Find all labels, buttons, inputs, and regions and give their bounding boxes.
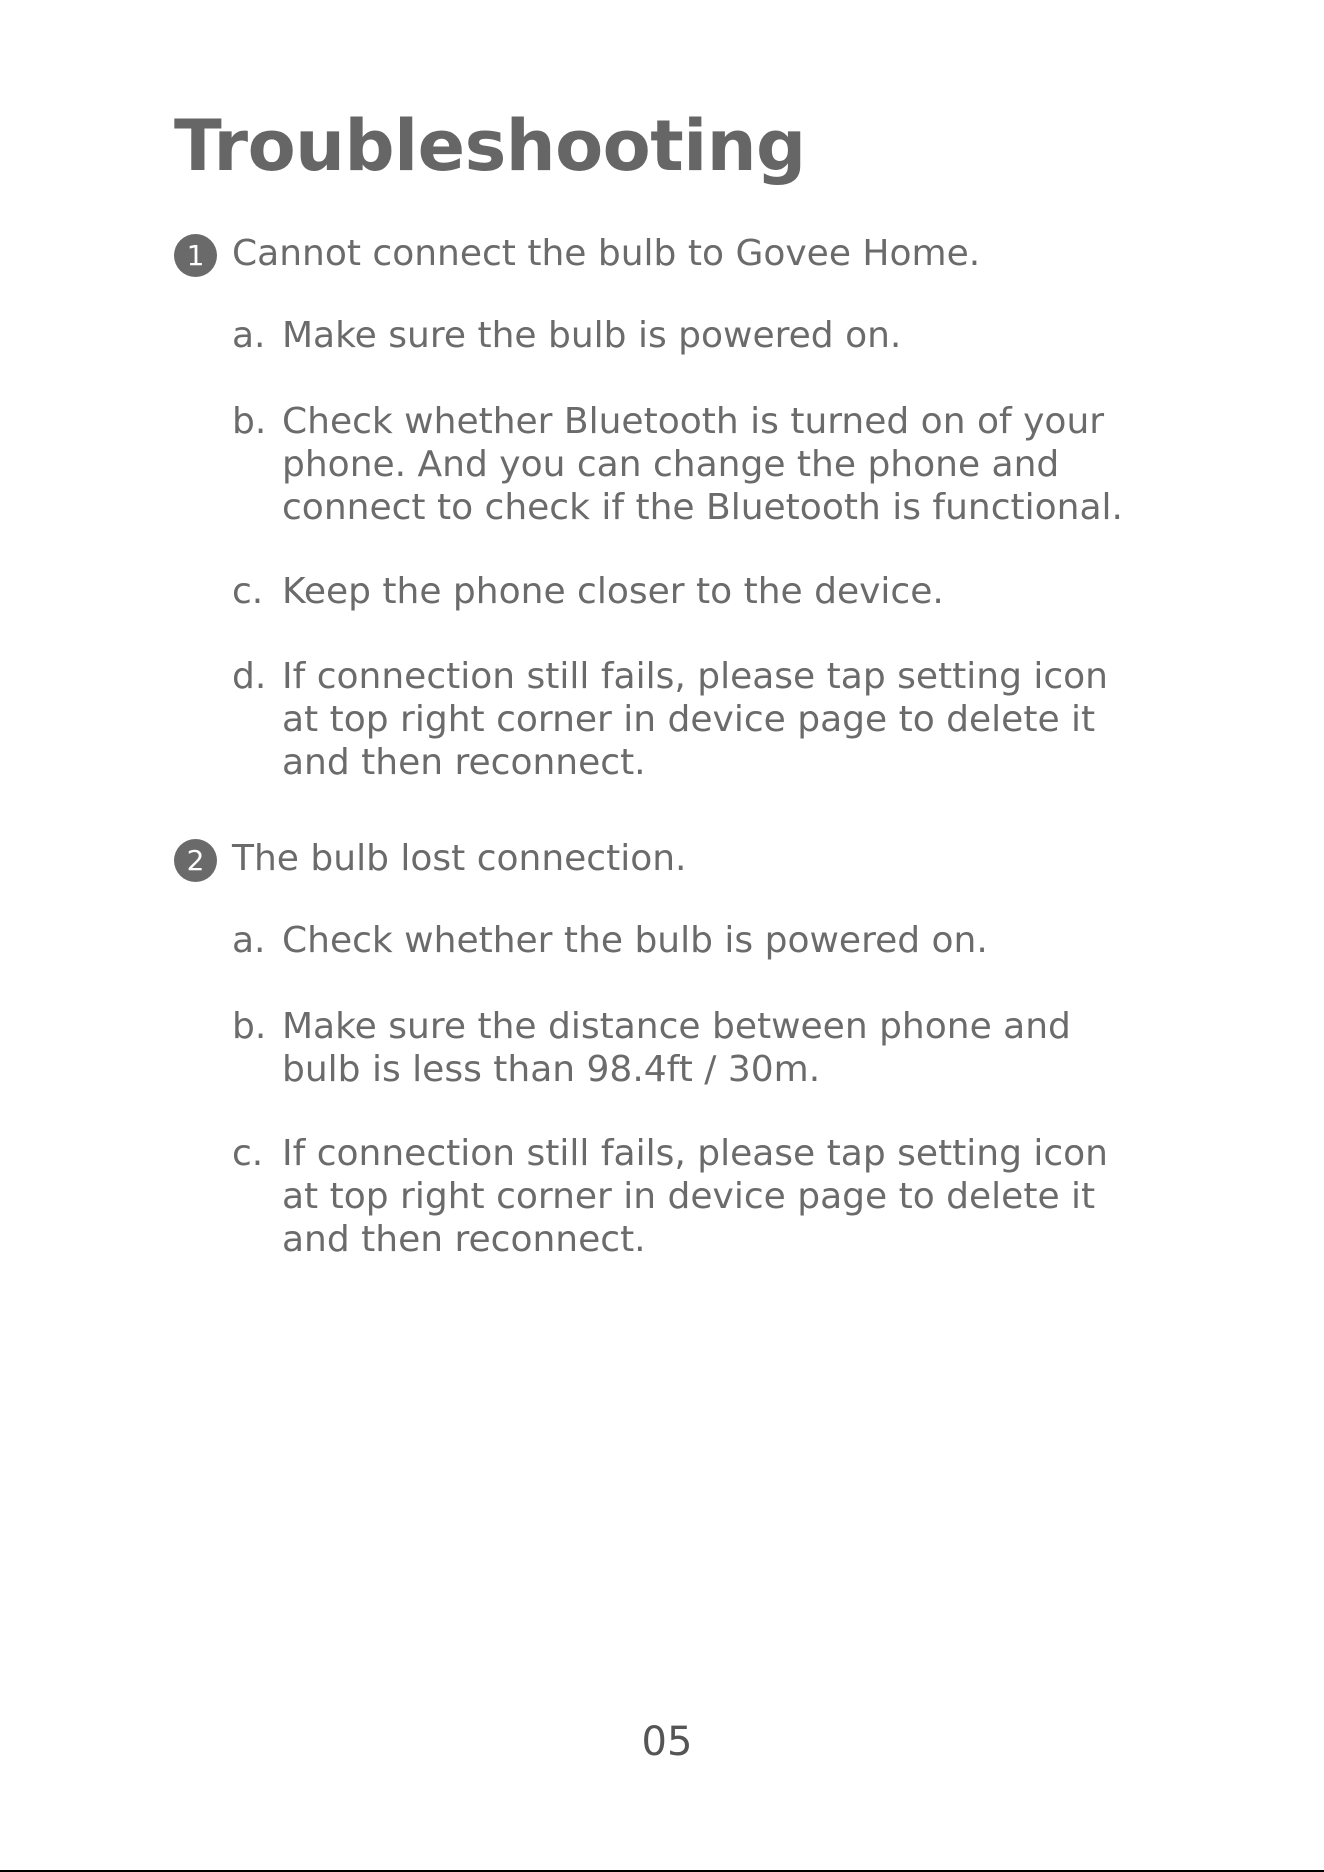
item-letter: c. xyxy=(232,571,264,612)
section-heading-text: The bulb lost connection. xyxy=(232,838,687,879)
item-letter: b. xyxy=(232,1006,267,1047)
item-text: Keep the phone closer to the device. xyxy=(282,571,944,612)
item-text: Check whether Bluetooth is turned on of your phone. And you can change the phone and connect to check if the Bluetooth is functional. xyxy=(282,401,1123,528)
troubleshooting-section-1 xyxy=(174,230,1174,783)
page-number: 05 xyxy=(641,1719,693,1765)
item-letter: a. xyxy=(232,315,266,356)
troubleshooting-section-2 xyxy=(174,835,1174,1260)
item-text: If connection still fails, please tap setting icon at top right corner in device page to delete it and then reconnect. xyxy=(282,1133,1108,1260)
page-title: Troubleshooting xyxy=(174,105,806,187)
item-text: If connection still fails, please tap setting icon at top right corner in device page to delete it and then reconnect. xyxy=(282,656,1108,783)
item-letter: d. xyxy=(232,656,267,697)
item-letter: b. xyxy=(232,401,267,442)
item-text: Make sure the bulb is powered on. xyxy=(282,315,902,356)
item-text: Make sure the distance between phone and bulb is less than 98.4ft / 30m. xyxy=(282,1006,1071,1090)
item-letter: c. xyxy=(232,1133,264,1174)
item-letter: a. xyxy=(232,920,266,961)
number-badge-2: 2 xyxy=(174,839,217,882)
item-text: Check whether the bulb is powered on. xyxy=(282,920,988,961)
number-badge-1: 1 xyxy=(174,234,217,277)
section-heading xyxy=(174,835,1174,883)
section-heading xyxy=(174,230,1174,278)
section-heading-text: Cannot connect the bulb to Govee Home. xyxy=(232,233,981,274)
